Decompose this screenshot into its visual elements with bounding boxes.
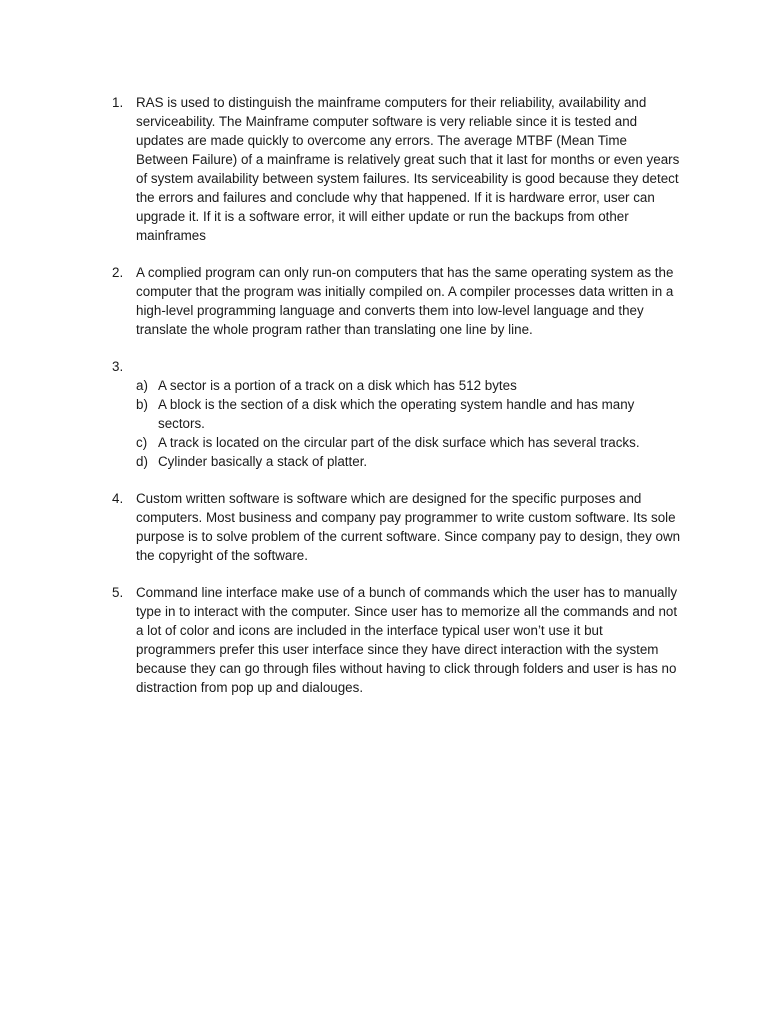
sub-text: A block is the section of a disk which the operating system handle and has many sectors. — [158, 397, 635, 431]
blank-line — [136, 357, 682, 376]
item-content — [136, 263, 682, 339]
answer-item-1 — [112, 93, 682, 245]
sub-list — [136, 376, 682, 471]
sub-letter: a) — [136, 378, 148, 393]
answer-item-5 — [112, 583, 682, 697]
item-content — [136, 489, 682, 565]
item-number: 5. — [112, 585, 124, 600]
sub-text: A sector is a portion of a track on a disk which has 512 bytes — [158, 378, 517, 393]
item-number: 3. — [112, 359, 124, 374]
sub-item-a — [136, 376, 682, 395]
sub-item-c — [136, 433, 682, 452]
item-text: A complied program can only run-on computers that has the same operating system as the computer that the program was initially compiled on. A compiler processes data written in a high-level programming language and converts them into low-level language and they translate the whole program rather than translating one line by line. — [136, 265, 674, 337]
item-content — [136, 583, 682, 697]
item-number: 1. — [112, 95, 124, 110]
sub-letter: d) — [136, 454, 148, 469]
sub-item-d — [136, 452, 682, 471]
item-content — [136, 93, 682, 245]
answer-item-3 — [112, 357, 682, 471]
item-text: Command line interface make use of a bunch of commands which the user has to manually type in to interact with the computer. Since user has to memorize all the commands and not a lot of color and icons are included in the interface typical user won’t use it but programmers prefer this user interface since they have direct interaction with the system because they can go through files without having to click through folders and user is has no distraction from pop up and dialouges. — [136, 585, 678, 695]
answer-list — [112, 93, 682, 715]
item-number: 4. — [112, 491, 124, 506]
sub-text: A track is located on the circular part of the disk surface which has several tracks. — [158, 435, 640, 450]
item-number: 2. — [112, 265, 124, 280]
sub-item-b — [136, 395, 682, 433]
sub-letter: b) — [136, 397, 148, 412]
answer-item-4 — [112, 489, 682, 565]
item-text: Custom written software is software which are designed for the specific purposes and computers. Most business and company pay programmer to write custom software. Its sole purpose is to solve problem of the current software. Since company pay to design, they own the copyright of the software. — [136, 491, 681, 563]
item-content — [136, 357, 682, 471]
sub-text: Cylinder basically a stack of platter. — [158, 454, 368, 469]
item-text: RAS is used to distinguish the mainframe computers for their reliability, availability and serviceability. The Mainframe computer software is very reliable since it is tested and updates are made quickly to overcome any errors. The average MTBF (Mean Time Between Failure) of a mainframe is relatively great such that it last for months or even years of system availability between system failures. Its serviceability is good because they detect the errors and failures and conclude why that happened. If it is hardware error, user can upgrade it. If it is a software error, it will either update or run the backups from other mainframes — [136, 95, 680, 243]
answer-item-2 — [112, 263, 682, 339]
sub-letter: c) — [136, 435, 148, 450]
